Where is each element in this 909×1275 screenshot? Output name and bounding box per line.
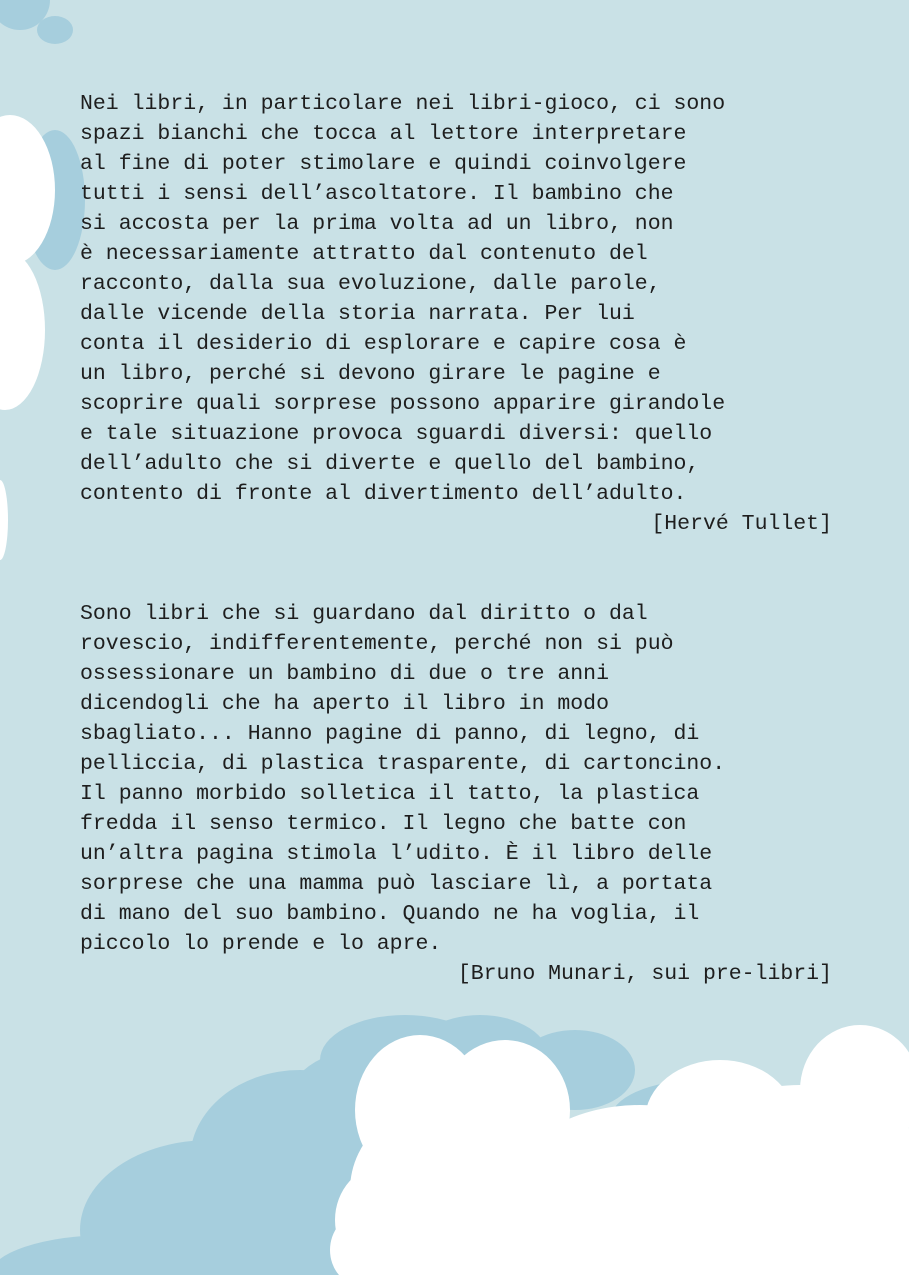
quote-line: un libro, perché si devono girare le pagine e — [80, 362, 661, 386]
quote-line: conta il desiderio di esplorare e capire cosa è — [80, 332, 687, 356]
quote-line: rovescio, indifferentemente, perché non si può — [80, 632, 674, 656]
quote-line: è necessariamente attratto dal contenuto del — [80, 242, 648, 266]
quote-line: Il panno morbido solletica il tatto, la plastica — [80, 782, 700, 806]
quote-line: spazi bianchi che tocca al lettore interpretare — [80, 122, 687, 146]
quote-line: dicendogli che ha aperto il libro in modo — [80, 692, 609, 716]
quote-line: scoprire quali sorprese possono apparire girandole — [80, 392, 726, 416]
quote-line: contento di fronte al divertimento dell’adulto. — [80, 482, 687, 506]
quote-line: racconto, dalla sua evoluzione, dalle parole, — [80, 272, 661, 296]
quote-line: si accosta per la prima volta ad un libro, non — [80, 212, 674, 236]
quote-herve-tullet — [80, 89, 832, 539]
quote-line: Nei libri, in particolare nei libri-gioco, ci sono — [80, 92, 726, 116]
quote-line: e tale situazione provoca sguardi diversi: quello — [80, 422, 713, 446]
quote-line: sbagliato... Hanno pagine di panno, di legno, di — [80, 722, 700, 746]
quote-attribution: [Bruno Munari, sui pre-libri] — [457, 962, 832, 986]
quote-line: ossessionare un bambino di due o tre anni — [80, 662, 609, 686]
quote-line: un’altra pagina stimola l’udito. È il libro delle — [80, 842, 713, 866]
quote-line: fredda il senso termico. Il legno che batte con — [80, 812, 687, 836]
quote-line: Sono libri che si guardano dal diritto o dal — [80, 602, 648, 626]
quote-bruno-munari — [80, 599, 832, 989]
quote-line: tutti i sensi dell’ascoltatore. Il bambino che — [80, 182, 674, 206]
quote-line: di mano del suo bambino. Quando ne ha voglia, il — [80, 902, 700, 926]
quote-line: pelliccia, di plastica trasparente, di cartoncino. — [80, 752, 726, 776]
quote-line: piccolo lo prende e lo apre. — [80, 932, 442, 956]
quote-attribution: [Hervé Tullet] — [651, 512, 832, 536]
quote-line: dalle vicende della storia narrata. Per lui — [80, 302, 635, 326]
quote-line: sorprese che una mamma può lasciare lì, a portata — [80, 872, 713, 896]
quote-line: al fine di poter stimolare e quindi coinvolgere — [80, 152, 687, 176]
quote-line: dell’adulto che si diverte e quello del bambino, — [80, 452, 700, 476]
